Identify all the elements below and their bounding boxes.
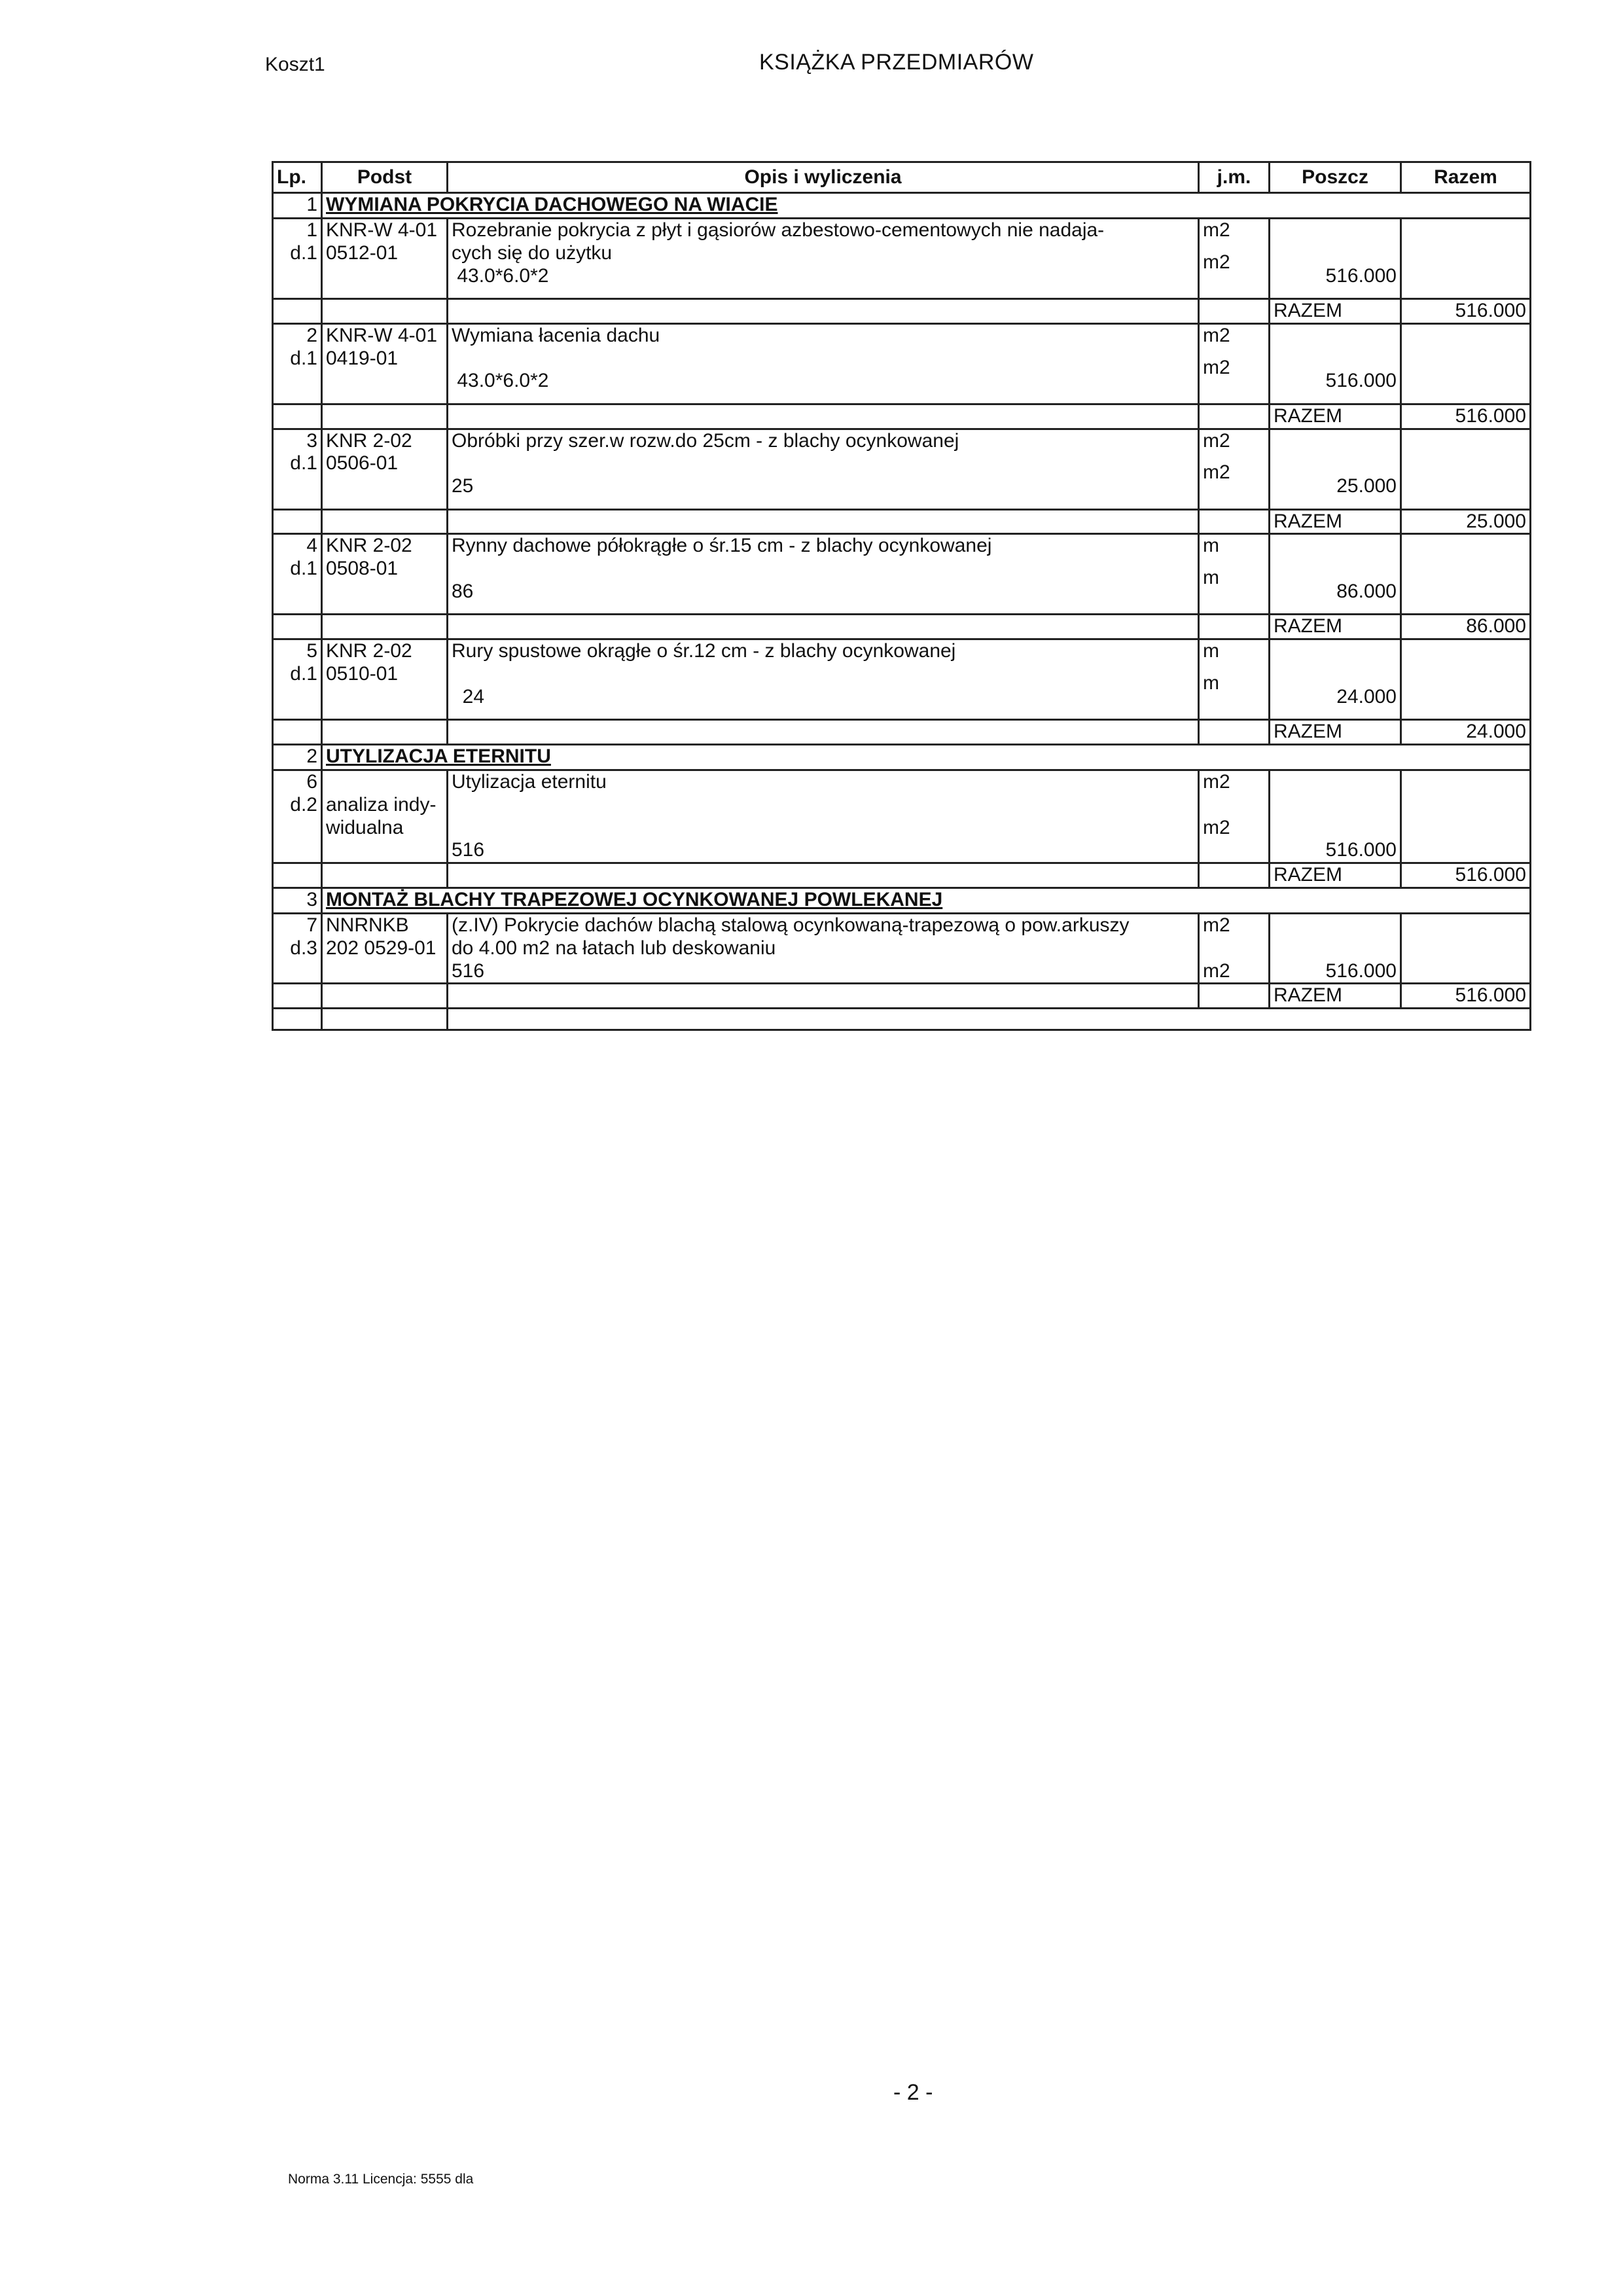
- item-description-cont: do 4.00 m2 na łatach lub deskowaniu: [452, 937, 776, 959]
- item-total: 516.000: [1401, 404, 1531, 429]
- item-number: 2: [306, 324, 317, 346]
- total-label: RAZEM: [1270, 404, 1401, 429]
- table-header-row: [273, 162, 1531, 193]
- item-basis: KNR 2-02: [326, 429, 412, 452]
- item-partial: 25.000: [1336, 475, 1397, 497]
- item-total: 25.000: [1401, 509, 1531, 534]
- item-number: 1: [306, 219, 317, 241]
- table-end-row: [273, 1009, 1531, 1030]
- table-row: [273, 913, 1531, 983]
- section-title: UTYLIZACJA ETERNITU: [322, 744, 1531, 770]
- item-basis: NNRNKB: [326, 914, 409, 936]
- item-partial: 24.000: [1336, 685, 1397, 708]
- section-number: 2: [273, 744, 322, 770]
- item-chapter: d.3: [290, 937, 317, 959]
- item-calculation: 43.0*6.0*2: [457, 370, 549, 392]
- item-unit: m2: [1203, 770, 1230, 793]
- section-row: [273, 888, 1531, 913]
- item-chapter: d.1: [290, 662, 317, 685]
- item-basis-code: analiza indy-: [326, 793, 437, 816]
- section-title: WYMIANA POKRYCIA DACHOWEGO NA WIACIE: [322, 193, 1531, 219]
- item-calc-unit: m2: [1203, 960, 1230, 982]
- item-description: (z.IV) Pokrycie dachów blachą stalową ocynkowaną-trapezową o pow.arkuszy: [452, 914, 1130, 936]
- total-label: RAZEM: [1270, 509, 1401, 534]
- item-calc-unit: m: [1203, 567, 1219, 589]
- item-partial: 86.000: [1336, 580, 1397, 602]
- item-chapter: d.1: [290, 242, 317, 264]
- section-number: 3: [273, 888, 322, 913]
- item-total: 516.000: [1401, 863, 1531, 888]
- summary-row: [273, 509, 1531, 534]
- item-calculation: 25: [452, 475, 474, 497]
- section-number: 1: [273, 193, 322, 219]
- table-row: [273, 770, 1531, 863]
- col-razem: Razem: [1401, 162, 1531, 193]
- item-description-cont: cych się do użytku: [452, 242, 613, 264]
- item-description: Utylizacja eternitu: [452, 770, 607, 793]
- item-partial: 516.000: [1325, 839, 1397, 861]
- table-row: [273, 219, 1531, 299]
- item-number: 7: [306, 914, 317, 936]
- item-chapter: d.1: [290, 347, 317, 369]
- item-unit: m: [1203, 535, 1219, 557]
- section-title: MONTAŻ BLACHY TRAPEZOWEJ OCYNKOWANEJ POWLEKANEJ: [322, 888, 1531, 913]
- item-basis: KNR-W 4-01: [326, 324, 438, 346]
- item-number: 3: [306, 429, 317, 452]
- item-unit: m2: [1203, 914, 1230, 936]
- total-label: RAZEM: [1270, 984, 1401, 1009]
- section-row: [273, 193, 1531, 219]
- item-chapter: d.1: [290, 558, 317, 580]
- page-number: - 2 -: [893, 2080, 933, 2105]
- item-calc-unit: m: [1203, 672, 1219, 694]
- item-description: Rynny dachowe półokrągłe o śr.15 cm - z blachy ocynkowanej: [452, 535, 992, 557]
- item-number: 4: [306, 535, 317, 557]
- footer-license: Norma 3.11 Licencja: 5555 dla: [288, 2172, 474, 2187]
- item-description: Wymiana łacenia dachu: [452, 324, 660, 346]
- item-partial: 516.000: [1325, 264, 1397, 287]
- item-calculation: 86: [452, 580, 474, 602]
- summary-row: [273, 720, 1531, 745]
- col-lp: Lp.: [273, 162, 322, 193]
- table-row: [273, 639, 1531, 720]
- table-row: [273, 429, 1531, 509]
- item-basis-code-cont: widualna: [326, 816, 404, 838]
- summary-row: [273, 615, 1531, 639]
- item-basis-code: 0508-01: [326, 558, 399, 580]
- item-calculation: 516: [452, 960, 485, 982]
- total-label: RAZEM: [1270, 299, 1401, 324]
- item-basis: KNR 2-02: [326, 535, 412, 557]
- table-row: [273, 323, 1531, 404]
- item-basis-code: 0506-01: [326, 452, 399, 475]
- item-calc-unit: m2: [1203, 251, 1230, 273]
- item-basis-code: 202 0529-01: [326, 937, 437, 959]
- item-total: 86.000: [1401, 615, 1531, 639]
- summary-row: [273, 299, 1531, 324]
- col-podst: Podst: [322, 162, 448, 193]
- item-calculation: 43.0*6.0*2: [457, 264, 549, 287]
- table-row: [273, 534, 1531, 615]
- item-unit: m2: [1203, 324, 1230, 346]
- item-basis: KNR 2-02: [326, 640, 412, 662]
- item-partial: 516.000: [1325, 960, 1397, 982]
- item-unit: m2: [1203, 219, 1230, 241]
- item-description: Rozebranie pokrycia z płyt i gąsiorów azbestowo-cementowych nie nadaja-: [452, 219, 1105, 241]
- item-basis-code: 0510-01: [326, 662, 399, 685]
- item-unit: m2: [1203, 429, 1230, 452]
- item-calc-unit: m2: [1203, 816, 1230, 838]
- item-total: 516.000: [1401, 984, 1531, 1009]
- item-chapter: d.1: [290, 452, 317, 475]
- summary-row: [273, 404, 1531, 429]
- section-row: [273, 744, 1531, 770]
- item-calc-unit: m2: [1203, 461, 1230, 484]
- item-calculation: 516: [452, 839, 485, 861]
- item-calculation: 24: [462, 685, 485, 708]
- total-label: RAZEM: [1270, 863, 1401, 888]
- item-description: Rury spustowe okrągłe o śr.12 cm - z blachy ocynkowanej: [452, 640, 956, 662]
- item-basis-code: 0512-01: [326, 242, 399, 264]
- page-title: KSIĄŻKA PRZEDMIARÓW: [759, 50, 1034, 75]
- col-jm: j.m.: [1199, 162, 1270, 193]
- estimate-table: [272, 161, 1531, 1031]
- item-total: 516.000: [1401, 299, 1531, 324]
- item-calc-unit: m2: [1203, 356, 1230, 378]
- item-chapter: d.2: [290, 793, 317, 816]
- item-basis-code: 0419-01: [326, 347, 399, 369]
- item-unit: m: [1203, 640, 1219, 662]
- item-description: Obróbki przy szer.w rozw.do 25cm - z blachy ocynkowanej: [452, 429, 959, 452]
- total-label: RAZEM: [1270, 720, 1401, 745]
- item-partial: 516.000: [1325, 370, 1397, 392]
- col-opis: Opis i wyliczenia: [448, 162, 1199, 193]
- item-number: 5: [306, 640, 317, 662]
- item-total: 24.000: [1401, 720, 1531, 745]
- sheet-name: Koszt1: [265, 54, 325, 75]
- summary-row: [273, 863, 1531, 888]
- col-poszcz: Poszcz: [1270, 162, 1401, 193]
- summary-row: [273, 984, 1531, 1009]
- total-label: RAZEM: [1270, 615, 1401, 639]
- item-number: 6: [306, 770, 317, 793]
- item-basis: KNR-W 4-01: [326, 219, 438, 241]
